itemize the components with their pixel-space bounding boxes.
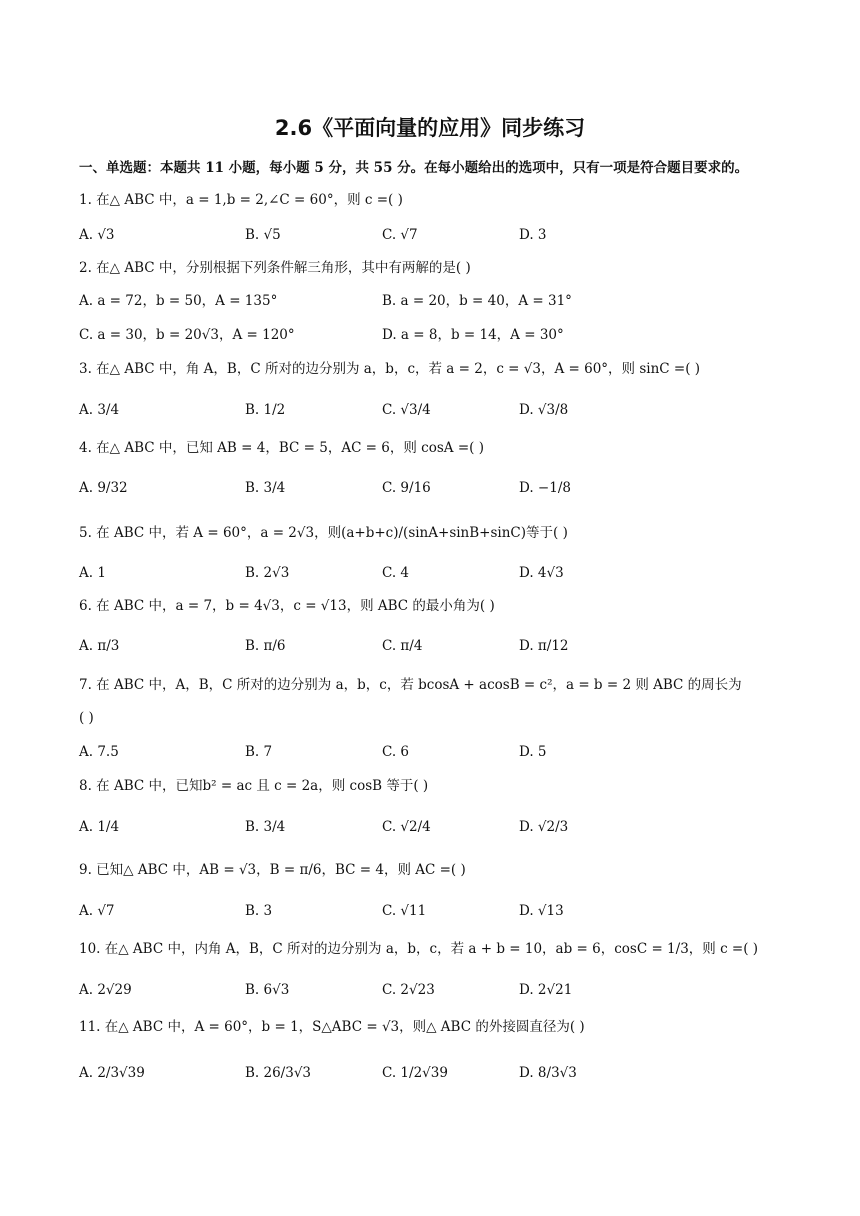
q8-option-b: B. 3/4 [245,819,286,835]
q9-option-b: B. 3 [245,903,273,919]
question-4-stem: 4. 在△ ABC 中，已知 AB = 4，BC = 5，AC = 6，则 cosA =( ) [79,440,484,456]
page-title: 2.6《平面向量的应用》同步练习 [274,116,586,140]
q11-option-b: B. 26/3√3 [245,1065,312,1081]
q6-option-a: A. π/3 [79,638,120,654]
question-9-stem: 9. 已知△ ABC 中，AB = √3，B = π/6，BC = 4，则 AC =( ) [79,862,466,878]
q6-option-b: B. π/6 [245,638,286,654]
q4-option-c: C. 9/16 [382,480,431,496]
q11-option-d: D. 8/3√3 [519,1065,577,1081]
section-heading: 一、单选题：本题共 11 小题，每小题 5 分，共 55 分。在每小题给出的选项中，只有一项是符合题目要求的。 [79,160,749,176]
q10-option-d: D. 2√21 [519,982,573,998]
q9-option-d: D. √13 [519,903,564,919]
q4-option-d: D. −1/8 [519,480,571,496]
question-1-stem: 1. 在△ ABC 中，a = 1,b = 2,∠C = 60°，则 c =( ) [79,192,403,208]
q5-option-a: A. 1 [79,565,106,581]
q8-option-c: C. √2/4 [382,819,431,835]
q3-option-a: A. 3/4 [79,402,120,418]
q10-option-b: B. 6√3 [245,982,290,998]
question-2-stem: 2. 在△ ABC 中，分别根据下列条件解三角形，其中有两解的是( ) [79,260,471,276]
q11-option-a: A. 2/3√39 [79,1065,145,1081]
q6-option-d: D. π/12 [519,638,569,654]
q1-option-b: B. √5 [245,227,281,243]
q3-option-d: D. √3/8 [519,402,569,418]
q11-option-c: C. 1/2√39 [382,1065,448,1081]
q1-option-d: D. 3 [519,227,547,243]
q5-option-b: B. 2√3 [245,565,290,581]
q9-option-c: C. √11 [382,903,427,919]
q8-option-d: D. √2/3 [519,819,569,835]
q6-option-c: C. π/4 [382,638,423,654]
q2-option-c: C. a = 30，b = 20√3，A = 120° [79,327,295,343]
q10-option-c: C. 2√23 [382,982,435,998]
q4-option-b: B. 3/4 [245,480,286,496]
q9-option-a: A. √7 [79,903,115,919]
question-6-stem: 6. 在 ABC 中，a = 7，b = 4√3，c = √13，则 ABC 的最小角为( ) [79,598,495,614]
q2-option-d: D. a = 8，b = 14，A = 30° [382,327,564,343]
question-11-stem: 11. 在△ ABC 中，A = 60°，b = 1，S△ABC = √3，则△ ABC 的外接圆直径为( ) [79,1019,585,1035]
q7-option-a: A. 7.5 [79,744,119,760]
q1-option-a: A. √3 [79,227,115,243]
q2-option-a: A. a = 72，b = 50，A = 135° [79,293,278,309]
q7-option-d: D. 5 [519,744,547,760]
q5-option-d: D. 4√3 [519,565,564,581]
q5-option-c: C. 4 [382,565,410,581]
q7-option-b: B. 7 [245,744,273,760]
q1-option-c: C. √7 [382,227,418,243]
question-3-stem: 3. 在△ ABC 中，角 A，B，C 所对的边分别为 a，b，c，若 a = 2，c = √3，A = 60°，则 sinC =( ) [79,361,701,377]
question-10-stem: 10. 在△ ABC 中，内角 A，B，C 所对的边分别为 a，b，c，若 a + b = 10，ab = 6，cosC = 1/3，则 c =( ) [79,941,759,957]
q7-option-c: C. 6 [382,744,410,760]
q2-option-b: B. a = 20，b = 40，A = 31° [382,293,572,309]
q3-option-b: B. 1/2 [245,402,286,418]
q4-option-a: A. 9/32 [79,480,128,496]
question-7-stem-continued: ( ) [79,710,94,726]
q10-option-a: A. 2√29 [79,982,132,998]
q8-option-a: A. 1/4 [79,819,120,835]
question-8-stem: 8. 在 ABC 中，已知b² = ac 且 c = 2a，则 cosB 等于( ) [79,778,429,794]
q3-option-c: C. √3/4 [382,402,431,418]
question-5-stem: 5. 在 ABC 中，若 A = 60°，a = 2√3，则(a+b+c)/(sinA+sinB+sinC)等于( ) [79,525,568,541]
question-7-stem: 7. 在 ABC 中，A，B，C 所对的边分别为 a，b，c，若 bcosA + acosB = c²，a = b = 2 则 ABC 的周长为 [79,677,742,693]
